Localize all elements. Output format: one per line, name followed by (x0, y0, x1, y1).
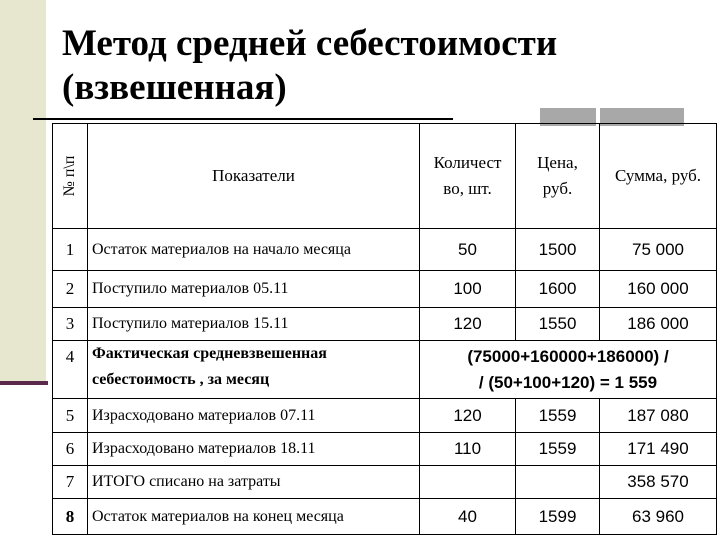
header-price-line-1: Цена, (537, 153, 578, 172)
row-number: 1 (53, 229, 88, 271)
row-sum: 187 080 (600, 399, 717, 433)
row-price: 1600 (516, 271, 600, 308)
table-row (53, 229, 717, 271)
row-number: 3 (53, 308, 88, 341)
header-cell-price (516, 124, 600, 229)
row-sum: 63 960 (600, 499, 717, 535)
row-indicator: Поступило материалов 05.11 (88, 271, 420, 308)
header-cell-quantity (420, 124, 516, 229)
table-row (53, 499, 717, 535)
row-indicator: Израсходовано материалов 18.11 (88, 433, 420, 466)
row-quantity: 120 (420, 308, 516, 341)
row-quantity: 50 (420, 229, 516, 271)
table-row (53, 271, 717, 308)
formula-line-2: / (50+100+120) = 1 559 (478, 372, 658, 392)
row-indicator: Остаток материалов на начало месяца (88, 229, 420, 271)
row-indicator: Остаток материалов на конец месяца (88, 499, 420, 535)
table-row (53, 341, 717, 399)
row-number: 2 (53, 271, 88, 308)
title-line-1: Метод средней себестоимости (62, 23, 558, 64)
row-price: 1559 (516, 433, 600, 466)
row-sum: 75 000 (600, 229, 717, 271)
decorative-accent-line (0, 381, 48, 385)
header-indicator-label: Показатели (212, 166, 295, 185)
header-cell-indicator (88, 124, 420, 229)
decorative-side-stripe (46, 0, 49, 383)
row-indicator-line-2: себестоимость , за месяц (92, 371, 270, 388)
table-row (53, 433, 717, 466)
row-quantity: 40 (420, 499, 516, 535)
row-price: 1559 (516, 399, 600, 433)
row-number: 7 (53, 466, 88, 499)
header-quantity-line-2: во, шт. (443, 179, 492, 198)
row-quantity: 120 (420, 399, 516, 433)
header-cell-number (53, 124, 88, 229)
weighted-average-formula (420, 341, 717, 399)
row-price: 1599 (516, 499, 600, 535)
row-sum: 358 570 (600, 466, 717, 499)
header-cell-sum (600, 124, 717, 229)
row-price: 1550 (516, 308, 600, 341)
header-quantity-line-1: Количест (433, 153, 502, 172)
row-quantity (420, 466, 516, 499)
header-sum-label: Сумма, руб. (614, 166, 702, 185)
header-price-line-2: руб. (542, 179, 573, 198)
row-sum: 171 490 (600, 433, 717, 466)
row-indicator-line-1: Фактическая средневзвешенная (92, 345, 327, 362)
row-quantity: 100 (420, 271, 516, 308)
title-underline (33, 118, 453, 120)
calculation-table (52, 123, 717, 535)
slide-title (62, 22, 557, 110)
row-sum: 160 000 (600, 271, 717, 308)
row-indicator (88, 341, 420, 399)
header-number-label: № п\п (61, 155, 78, 197)
row-indicator: Израсходовано материалов 07.11 (88, 399, 420, 433)
title-line-2: (взвешенная) (62, 67, 287, 108)
row-price: 1500 (516, 229, 600, 271)
row-quantity: 110 (420, 433, 516, 466)
formula-line-1: (75000+160000+186000) / (467, 346, 669, 366)
row-sum: 186 000 (600, 308, 717, 341)
row-number: 8 (53, 499, 88, 535)
table-header-row (53, 124, 717, 229)
row-number: 6 (53, 433, 88, 466)
row-indicator: Поступило материалов 15.11 (88, 308, 420, 341)
row-number: 5 (53, 399, 88, 433)
row-price (516, 466, 600, 499)
row-indicator: ИТОГО списано на затраты (88, 466, 420, 499)
table-row (53, 466, 717, 499)
decorative-side-band (0, 0, 46, 383)
table-row (53, 308, 717, 341)
row-number: 4 (53, 341, 88, 399)
table-row (53, 399, 717, 433)
